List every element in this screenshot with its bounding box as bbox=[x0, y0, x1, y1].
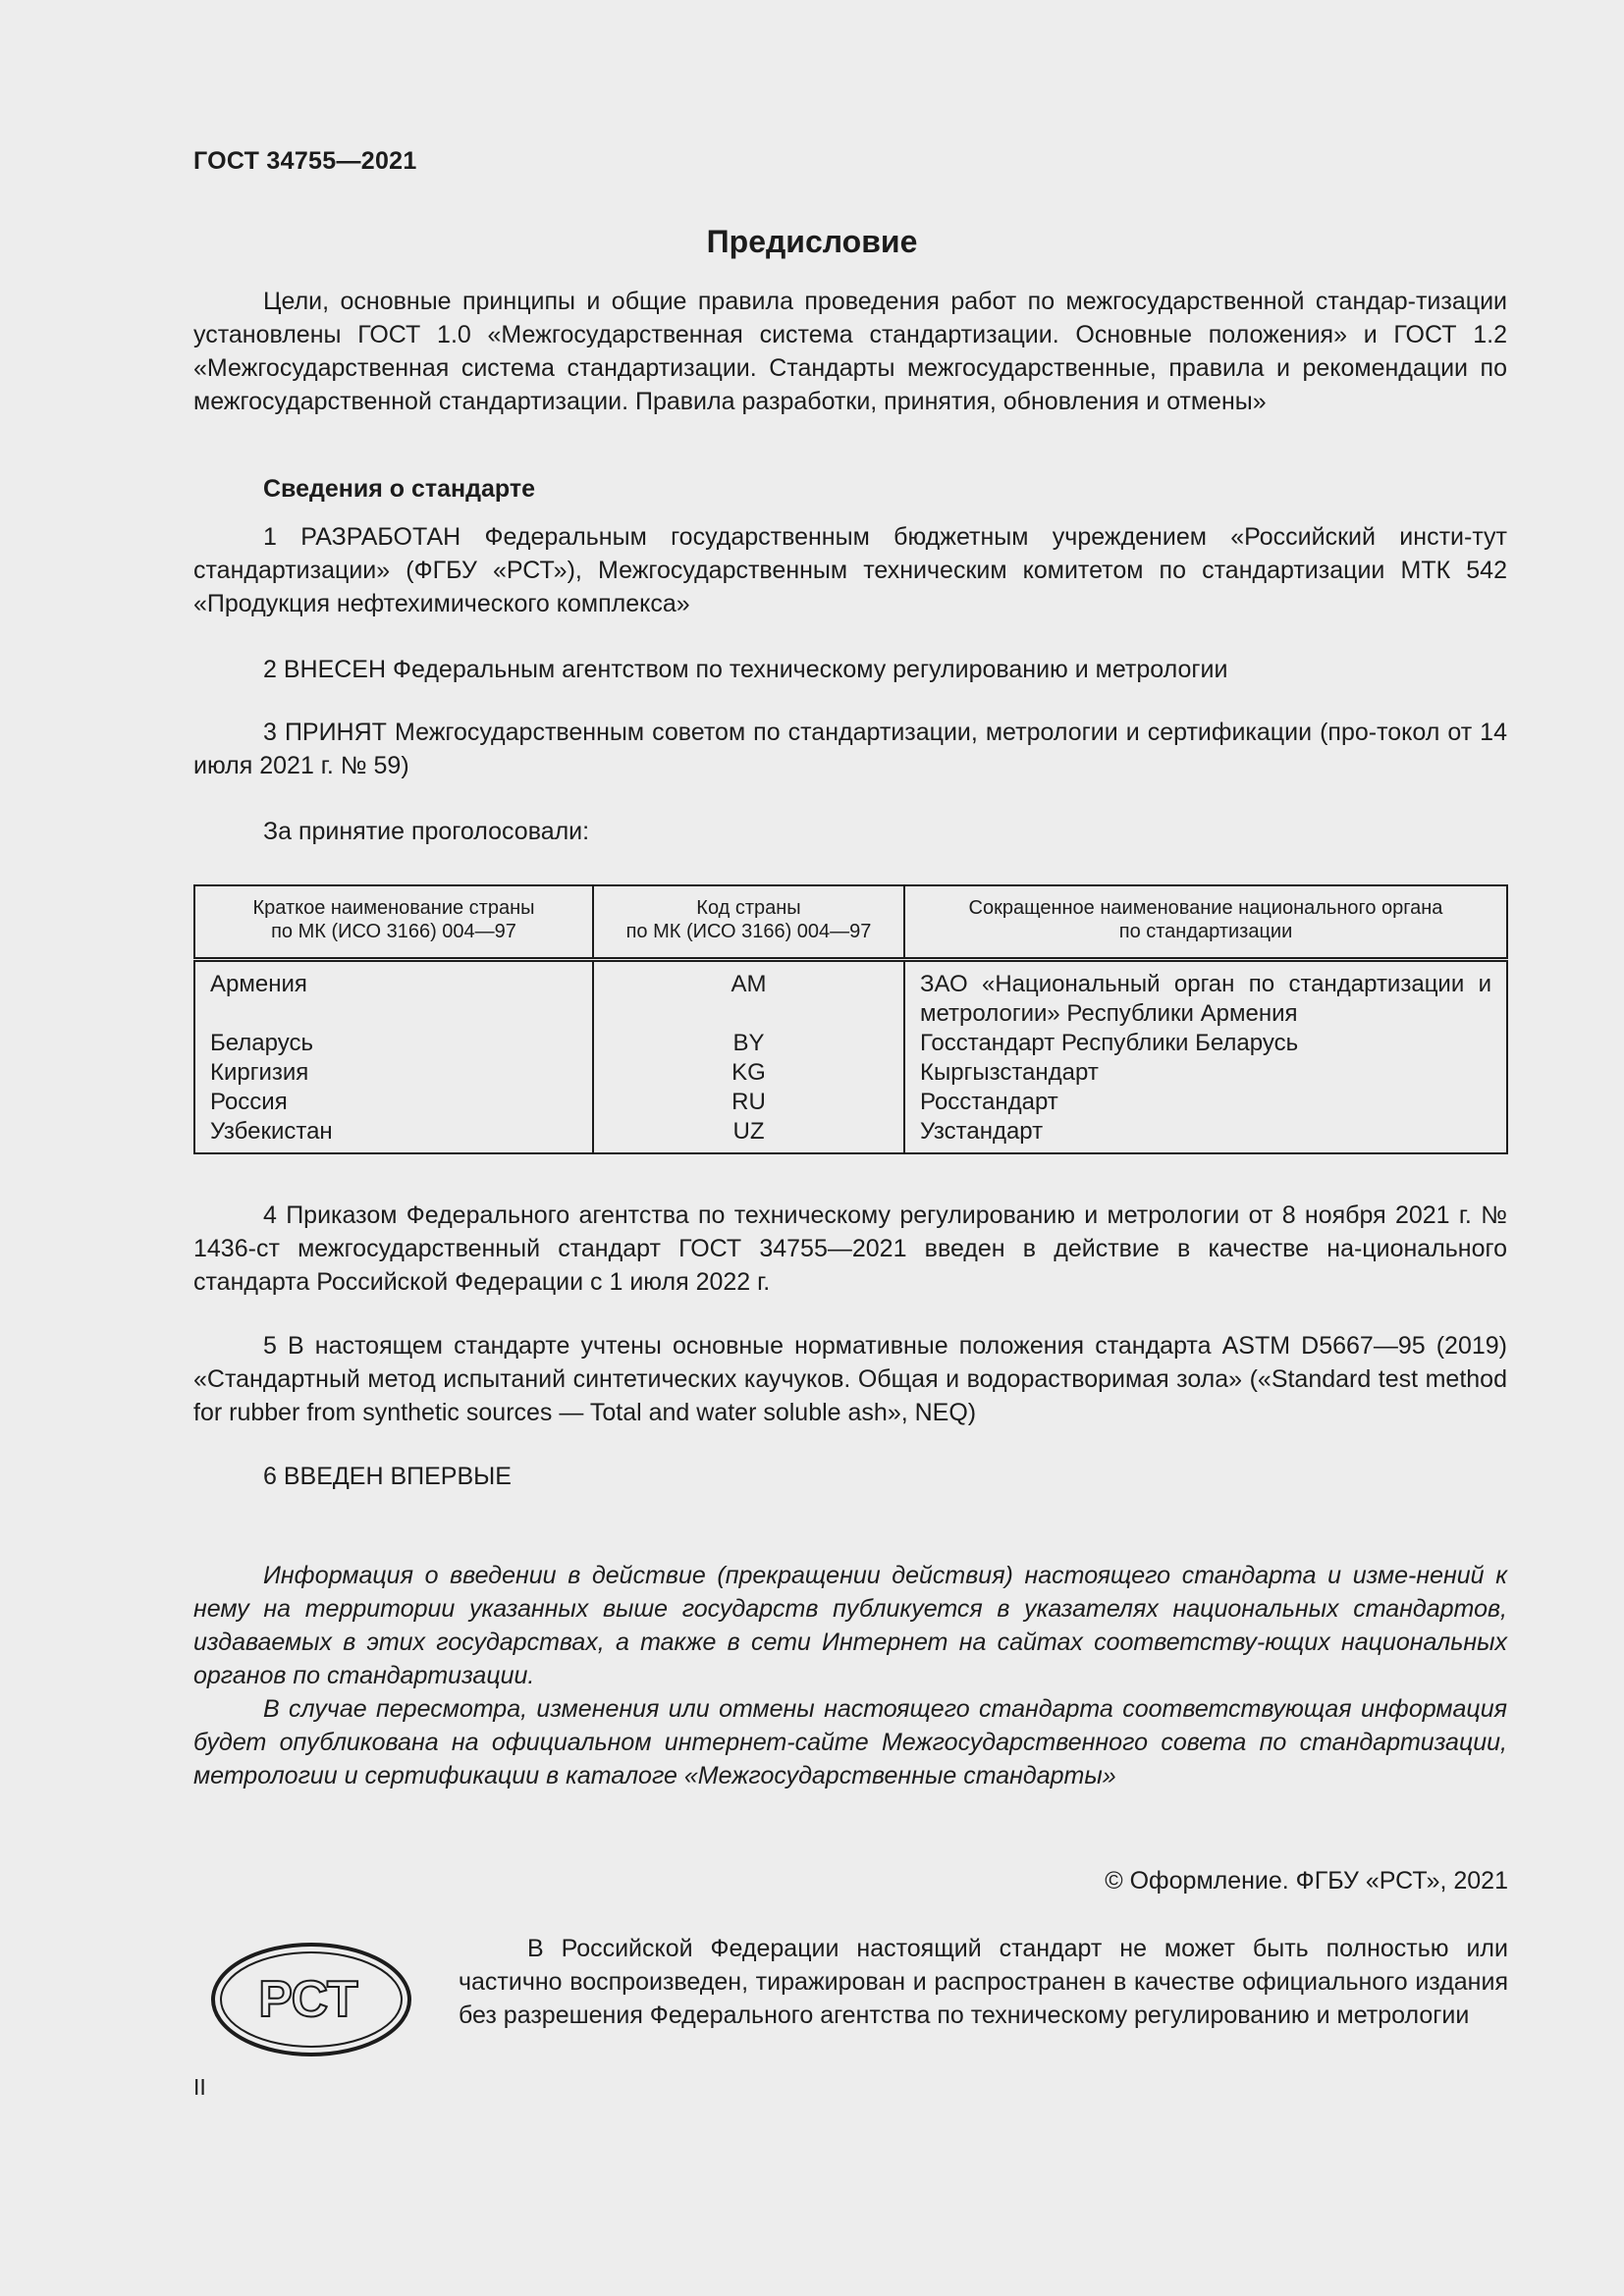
cell-body: Кыргызстандарт bbox=[904, 1058, 1507, 1088]
table-row bbox=[194, 1117, 1507, 1153]
cell-code: KG bbox=[593, 1058, 904, 1088]
header-country-name: Краткое наименование страны по МК (ИСО 3166) 004—97 bbox=[194, 885, 593, 960]
header-country-code: Код страны по МК (ИСО 3166) 004—97 bbox=[593, 885, 904, 960]
cell-country: Беларусь bbox=[194, 1029, 593, 1058]
info-heading: Сведения о стандарте bbox=[263, 475, 536, 503]
header-national-body: Сокращенное наименование национального органа по стандартизации bbox=[904, 885, 1507, 960]
cell-code: UZ bbox=[593, 1117, 904, 1153]
note-block bbox=[193, 1559, 1507, 1792]
cell-body: Госстандарт Республики Беларусь bbox=[904, 1029, 1507, 1058]
copyright: © Оформление. ФГБУ «РСТ», 2021 bbox=[1105, 1867, 1508, 1895]
voting-states-table bbox=[193, 884, 1508, 1154]
table-row bbox=[194, 1088, 1507, 1117]
cell-body: Росстандарт bbox=[904, 1088, 1507, 1117]
item-3-block bbox=[193, 716, 1507, 782]
cell-code: AM bbox=[593, 960, 904, 1030]
cell-code: RU bbox=[593, 1088, 904, 1117]
intro-block bbox=[193, 285, 1507, 418]
item-2: 2 ВНЕСЕН Федеральным агентством по техническому регулированию и метрологии bbox=[263, 656, 1228, 683]
item-6-block bbox=[193, 1460, 1507, 1493]
table-row bbox=[194, 1029, 1507, 1058]
rst-logo-icon bbox=[210, 1942, 412, 2057]
cell-country: Россия bbox=[194, 1088, 593, 1117]
table-header-row bbox=[194, 885, 1507, 960]
item-1: 1 РАЗРАБОТАН Федеральным государственным бюджетным учреждением «Российский инсти-тут стандартизации» (ФГБУ «РСТ»), Межгосударственным техническим комитетом по стандартизации МТК 542 «Продукция нефтехимического комплекса» bbox=[193, 523, 1507, 617]
vote-label-block bbox=[193, 815, 1507, 848]
item-1-block bbox=[193, 520, 1507, 620]
note-paragraph-2: В случае пересмотра, изменения или отмены настоящего стандарта соответствующая информация будет опубликована на официальном интернет-сайте Межгосударственного совета по стандартизации, метрологии и сертификации в каталоге «Межгосударственные стандарты» bbox=[193, 1695, 1507, 1789]
table-row bbox=[194, 960, 1507, 1030]
item-3: 3 ПРИНЯТ Межгосударственным советом по стандартизации, метрологии и сертификации (про-токол от 14 июля 2021 г. № 59) bbox=[193, 719, 1507, 779]
item-2-block bbox=[193, 653, 1507, 686]
item-5-block bbox=[193, 1329, 1507, 1429]
item-4-block bbox=[193, 1199, 1507, 1299]
cell-code: BY bbox=[593, 1029, 904, 1058]
table-row bbox=[194, 1058, 1507, 1088]
cell-country: Узбекистан bbox=[194, 1117, 593, 1153]
cell-country: Армения bbox=[194, 960, 593, 1030]
cell-country: Киргизия bbox=[194, 1058, 593, 1088]
note-paragraph-1: Информация о введении в действие (прекращении действия) настоящего стандарта и изме-нений к нему на территории указанных выше государств публикуется в указателях национальных стандартов, издаваемых в этих государствах, а также в сети Интернет на сайтах соответству-ющих национальных органов по стандартизации. bbox=[193, 1562, 1507, 1689]
info-heading-block bbox=[193, 472, 1507, 506]
item-4: 4 Приказом Федерального агентства по техническому регулированию и метрологии от 8 ноября 2021 г. № 1436-ст межгосударственный стандарт ГОСТ 34755—2021 введен в действие в качестве на-ционального стандарта Российской Федерации с 1 июля 2022 г. bbox=[193, 1201, 1507, 1296]
page-number: II bbox=[193, 2074, 206, 2100]
cell-body: Узстандарт bbox=[904, 1117, 1507, 1153]
cell-body: ЗАО «Национальный орган по стандартизации и метрологии» Республики Армения bbox=[904, 960, 1507, 1030]
item-6: 6 ВВЕДЕН ВПЕРВЫЕ bbox=[263, 1463, 512, 1490]
vote-label: За принятие проголосовали: bbox=[263, 818, 590, 845]
document-code: ГОСТ 34755—2021 bbox=[193, 147, 417, 175]
intro-paragraph: Цели, основные принципы и общие правила проведения работ по межгосударственной стандар-тизации установлены ГОСТ 1.0 «Межгосударственная система стандартизации. Основные положения» и ГОСТ 1.2 «Межгосударственная система стандартизации. Стандарты межгосударственные, правила и рекомендации по межгосударственной стандартизации. Правила разработки, принятия, обновления и отмены» bbox=[193, 288, 1507, 415]
reproduction-notice: В Российской Федерации настоящий стандарт не может быть полностью или частично воспроизведен, тиражирован и распространен в качестве официального издания без разрешения Федерального агентства по техническому регулированию и метрологии bbox=[459, 1935, 1508, 2029]
svg-text:РСТ: РСТ bbox=[258, 1971, 358, 2028]
page-title: Предисловие bbox=[706, 224, 918, 259]
item-5: 5 В настоящем стандарте учтены основные нормативные положения стандарта ASTM D5667—95 (2019) «Стандартный метод испытаний синтетических каучуков. Общая и водорастворимая зола» («Standard test method for rubber from synthetic sources — Total and water soluble ash», NEQ) bbox=[193, 1332, 1507, 1426]
